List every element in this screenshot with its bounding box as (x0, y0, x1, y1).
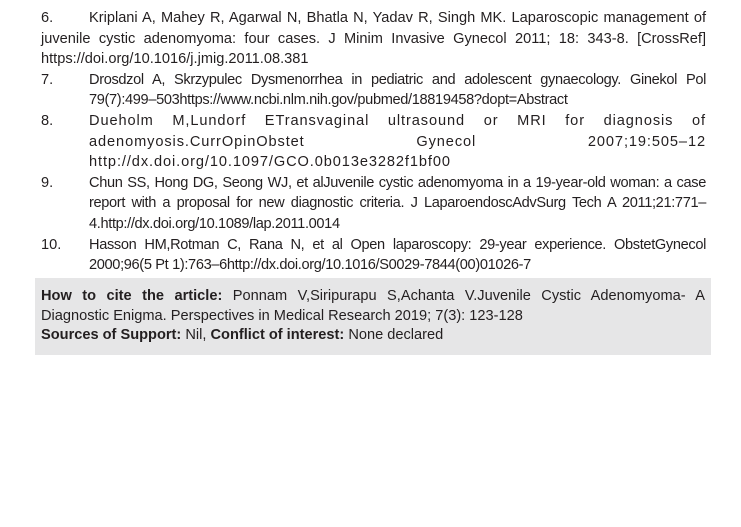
reference-item (41, 173, 706, 235)
reference-text: Kriplani A, Mahey R, Agarwal N, Bhatla N, Yadav R, Singh MK. Laparoscopic management of juvenile cystic adenomyoma: four cases. J Minim Invasive Gynecol 2011; 18: 343-8. [CrossRef] https://doi.org/10.1016/j.jmig.2011.08.381 (41, 10, 706, 68)
reference-item (41, 8, 706, 70)
reference-number: 9. (41, 174, 54, 191)
reference-text: Drosdzol A, Skrzypulec Dysmenorrhea in pediatric and adolescent gynaecology. Ginekol Pol 79(7):499–503https://www.ncbi.nlm.nih.gov/pubmed/18819458?dopt=Abstract (89, 71, 706, 109)
support-and-conflict (41, 326, 705, 346)
reference-text: Hasson HM,Rotman C, Rana N, et al Open laparoscopy: 29-year experience. ObstetGynecol 2000;96(5 Pt 1):763–6http://dx.doi.org/10.1016/S0029-7844(00)01026-7 (89, 236, 706, 274)
reference-text: Dueholm M,Lundorf ETransvaginal ultrasound or MRI for diagnosis of adenomyosis.CurrOpinObstet Gynecol 2007;19:505–12 http://dx.doi.org/10.1097/GCO.0b013e3282f1bf00 (89, 112, 706, 171)
reference-number: 7. (41, 71, 54, 88)
how-to-cite-label: How to cite the article: (41, 288, 223, 304)
conflict-value: None declared (348, 327, 444, 343)
reference-list (41, 8, 706, 276)
support-label: Sources of Support: (41, 327, 182, 343)
how-to-cite (41, 287, 705, 326)
reference-item (41, 70, 706, 111)
reference-number: 6. (41, 10, 54, 26)
reference-text: Chun SS, Hong DG, Seong WJ, et alJuvenile cystic adenomyoma in a 19-year-old woman: a case report with a proposal for new diagnostic criteria. J LaparoendoscAdvSurg Tech A 2011;21:771–4.http://dx.doi.org/10.1089/lap.2011.0014 (89, 174, 706, 232)
reference-number: 8. (41, 112, 54, 129)
reference-number: 10. (41, 236, 62, 253)
reference-item (41, 235, 706, 276)
support-value: Nil, (185, 327, 207, 343)
how-to-cite-text: Ponnam V,Siripurapu S,Achanta V.Juvenile Cystic Adenomyoma- A Diagnostic Enigma. Perspectives in Medical Research 2019; 7(3): 123-128 (41, 288, 705, 324)
citation-box (35, 278, 711, 355)
conflict-label: Conflict of interest: (210, 327, 345, 343)
reference-item (41, 111, 706, 173)
